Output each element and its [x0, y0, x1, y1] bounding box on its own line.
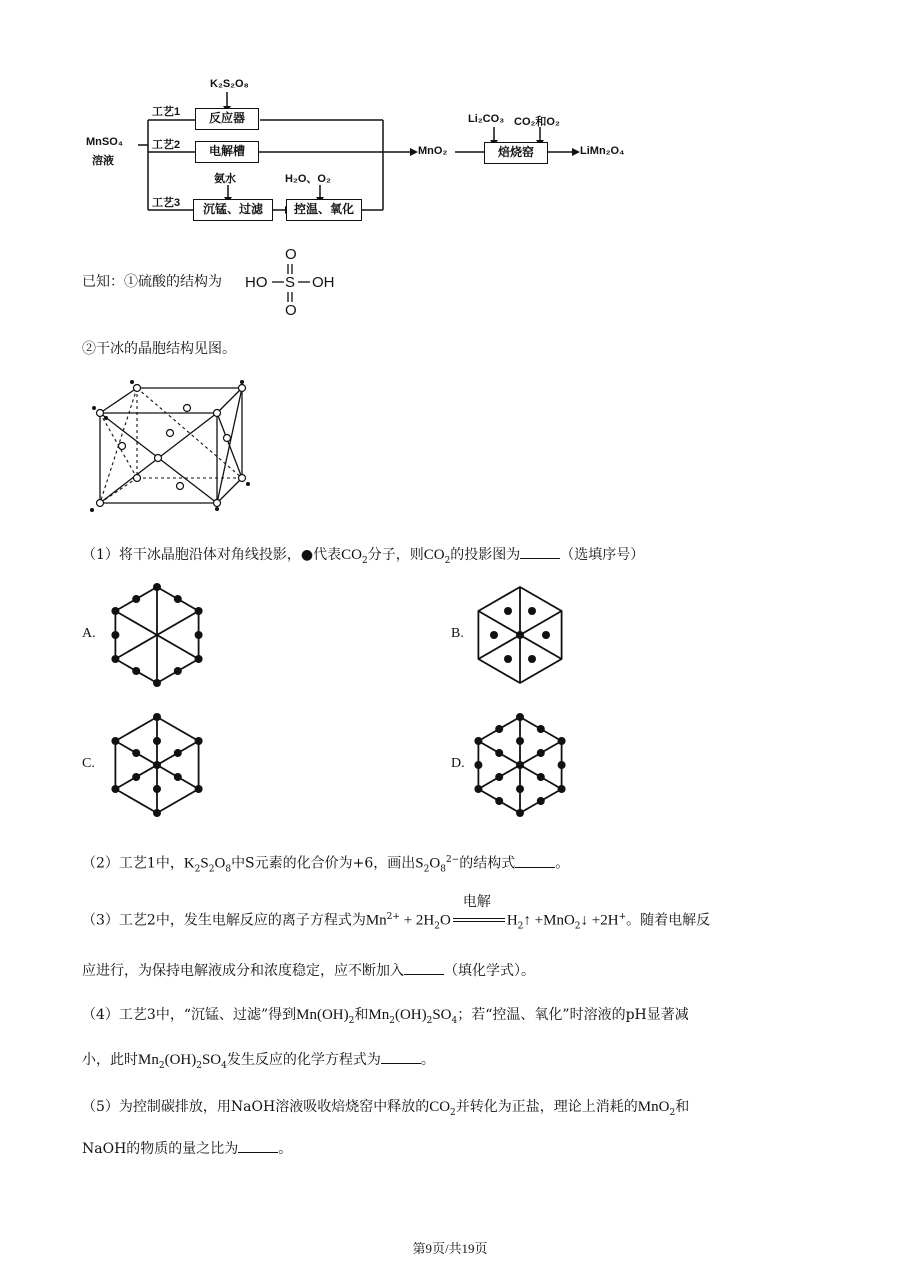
question-3-line-2: 应进行，为保持电解液成分和浓度稳定，应不断加入 （填化学式）。	[82, 959, 535, 983]
known2-text: ②干冰的晶胞结构见图。	[82, 341, 236, 357]
li2co3-label: Li₂CO₃	[468, 113, 505, 125]
option-b-label: B.	[451, 626, 464, 641]
page-footer: 第9页/共19页	[412, 1241, 488, 1256]
option-c-figure	[111, 713, 202, 817]
co2-o2-label: CO₂和O₂	[514, 116, 560, 128]
precipitate-box: 沉锰、过滤	[193, 199, 273, 221]
oxygen-bottom: O	[285, 302, 297, 319]
answer-blank-2[interactable]	[515, 853, 555, 868]
answer-blank-4[interactable]	[381, 1049, 421, 1064]
question-1: （1）将干冰晶胞沿体对角线投影，●代表$CO_2$分子，则$CO_2$的投影图为 （选填序号）	[82, 543, 644, 573]
electrolysis-arrow: 电解	[451, 911, 507, 925]
bond-lines	[268, 262, 318, 307]
option-a-label: A.	[82, 626, 96, 641]
flow-arrows	[0, 0, 900, 240]
electrolyzer-box: 电解槽	[195, 141, 259, 163]
option-a-figure	[111, 583, 202, 687]
route3-label: 工艺3	[152, 197, 181, 209]
ammonia-label: 氨水	[214, 173, 236, 185]
projection-options	[0, 575, 900, 835]
dot-icon: ●	[300, 547, 314, 563]
feed-label: MnSO₄	[86, 136, 124, 148]
option-d-figure	[474, 713, 565, 817]
answer-blank-5[interactable]	[238, 1138, 278, 1153]
known1-text: 已知：①硫酸的结构为	[82, 274, 222, 290]
feed-label-2: 溶液	[92, 155, 114, 167]
k2s2o8-label: K₂S₂O₈	[210, 78, 249, 90]
oxygen-top: O	[285, 246, 297, 263]
option-c-label: C.	[82, 756, 95, 771]
mno2-label: MnO₂	[418, 145, 448, 157]
oh-group: OH	[312, 274, 335, 291]
ho-group: HO	[245, 274, 268, 291]
route1-label: 工艺1	[152, 106, 181, 118]
option-b-figure	[478, 587, 561, 683]
answer-blank-3[interactable]	[404, 960, 444, 975]
question-3-line-1: （3）工艺2中，发生电解反应的离子方程式为$Mn^{2+} + 2H_2O$ 电解 $H_2↑$ +MnO$_2$↓ +2H+。随着电解反	[82, 894, 711, 932]
question-2: （2）工艺1中，$K_2S_2O_8$中S元素的化合价为+6，画出$S_2O_8^{2-}$的结构式 。	[82, 848, 569, 881]
oxidize-box: 控温、氧化	[286, 199, 362, 221]
question-5-line-1: （5）为控制碳排放，用NaOH溶液吸收焙烧窑中释放的$CO_2$并转化为正盐，理论上消耗的MnO$_2$和	[82, 1099, 690, 1118]
question-5-line-2: NaOH的物质的量之比为 。	[82, 1137, 292, 1161]
reactor-box: 反应器	[195, 108, 259, 130]
kiln-box: 焙烧窑	[484, 142, 548, 164]
answer-blank-1[interactable]	[520, 544, 560, 559]
dry-ice-unit-cell	[82, 378, 257, 518]
question-4-line-2: 小，此时$Mn_2(OH)_2SO_4$发生反应的化学方程式为 。	[82, 1048, 435, 1078]
question-4-line-1: （4）工艺3中，“沉锰、过滤”得到$Mn(OH)_2$和$Mn_2(OH)_2SO_4$；若“控温、氧化”时溶液的pH显著减	[82, 1007, 689, 1026]
h2o-o2-label: H₂O、O₂	[285, 173, 331, 185]
option-d-label: D.	[451, 756, 465, 771]
route2-label: 工艺2	[152, 139, 181, 151]
product-label: LiMn₂O₄	[580, 145, 625, 157]
sulfur-atom: S	[285, 274, 296, 291]
